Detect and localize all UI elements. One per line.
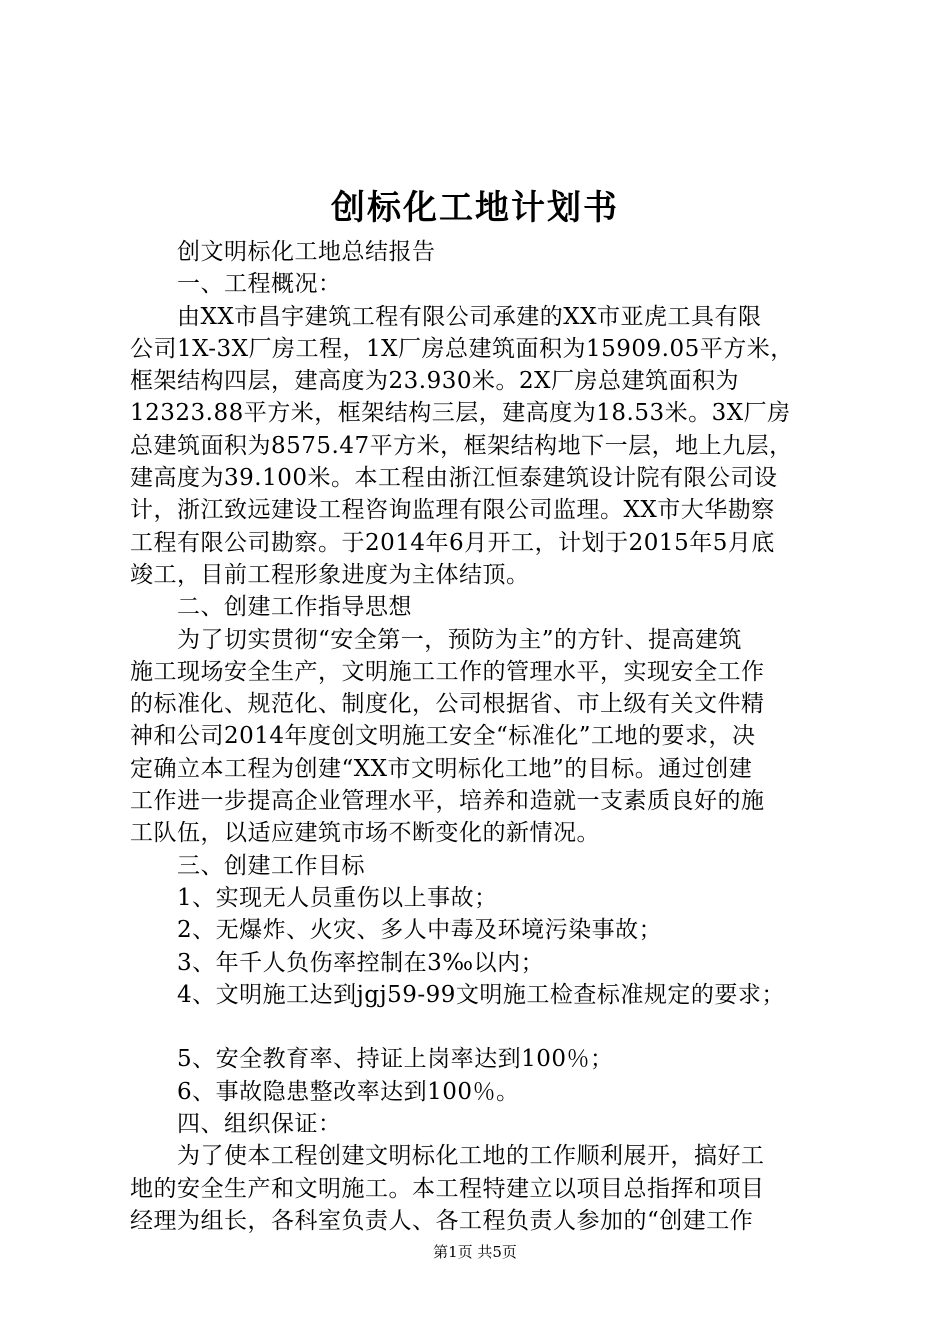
paragraph-line: 建高度为39.100米。本工程由浙江恒泰建筑设计院有限公司设 bbox=[130, 465, 778, 492]
list-item: 3、年千人负伤率控制在3‰以内； bbox=[177, 949, 545, 976]
document-body bbox=[130, 236, 830, 1237]
list-item: 1、实现无人员重伤以上事故； bbox=[177, 884, 498, 911]
paragraph-line: 的标准化、规范化、制度化，公司根据省、市上级有关文件精 bbox=[130, 691, 765, 718]
page-footer: 第1页 共5页 bbox=[433, 1243, 517, 1261]
paragraph-line: 工作进一步提高企业管理水平，培养和造就一支素质良好的施 bbox=[130, 788, 765, 815]
list-item: 4、文明施工达到jgj59-99文明施工检查标准规定的要求； bbox=[177, 981, 785, 1008]
section-heading: 二、创建工作指导思想 bbox=[177, 594, 412, 621]
paragraph-line: 定确立本工程为创建“XX市文明标化工地”的目标。通过创建 bbox=[130, 755, 753, 782]
paragraph-line: 地的安全生产和文明施工。本工程特建立以项目总指挥和项目 bbox=[130, 1175, 765, 1202]
paragraph-line: 神和公司2014年度创文明施工安全“标准化”工地的要求，决 bbox=[130, 723, 756, 750]
paragraph-line: 公司1X-3X厂房工程，1X厂房总建筑面积为15909.05平方米， bbox=[130, 335, 794, 362]
paragraph-line: 12323.88平方米，框架结构三层，建高度为18.53米。3X厂房 bbox=[130, 400, 791, 427]
paragraph-line: 工队伍，以适应建筑市场不断变化的新情况。 bbox=[130, 820, 600, 847]
paragraph-line: 总建筑面积为8575.47平方米，框架结构地下一层，地上九层， bbox=[130, 432, 793, 459]
paragraph-line: 工程有限公司勘察。于2014年6月开工，计划于2015年5月底 bbox=[130, 529, 775, 556]
paragraph-line: 施工现场安全生产，文明施工工作的管理水平，实现安全工作 bbox=[130, 658, 765, 685]
paragraph-line: 为了切实贯彻“安全第一，预防为主”的方针、提高建筑 bbox=[177, 626, 743, 653]
paragraph-line: 框架结构四层，建高度为23.930米。2X厂房总建筑面积为 bbox=[130, 368, 739, 395]
paragraph-line: 为了使本工程创建文明标化工地的工作顺利展开，搞好工 bbox=[177, 1143, 765, 1170]
section-heading: 一、工程概况： bbox=[177, 271, 342, 298]
list-item: 5、安全教育率、持证上岗率达到100％； bbox=[177, 1046, 614, 1073]
paragraph-line: 经理为组长，各科室负责人、各工程负责人参加的“创建工作 bbox=[130, 1207, 754, 1234]
document-title: 创标化工地计划书 bbox=[331, 188, 619, 228]
list-item: 2、无爆炸、火灾、多人中毒及环境污染事故； bbox=[177, 917, 663, 944]
paragraph-line: 计，浙江致远建设工程咨询监理有限公司监理。XX市大华勘察 bbox=[130, 497, 775, 524]
section-heading: 四、组织保证： bbox=[177, 1111, 342, 1138]
paragraph-line: 竣工，目前工程形象进度为主体结顶。 bbox=[130, 561, 530, 588]
list-item: 6、事故隐患整改率达到100％。 bbox=[177, 1078, 520, 1105]
paragraph-line: 由XX市昌宇建筑工程有限公司承建的XX市亚虎工具有限 bbox=[177, 303, 762, 330]
section-heading: 三、创建工作目标 bbox=[177, 852, 365, 879]
report-subtitle: 创文明标化工地总结报告 bbox=[177, 239, 436, 265]
blank-line bbox=[130, 1011, 830, 1043]
